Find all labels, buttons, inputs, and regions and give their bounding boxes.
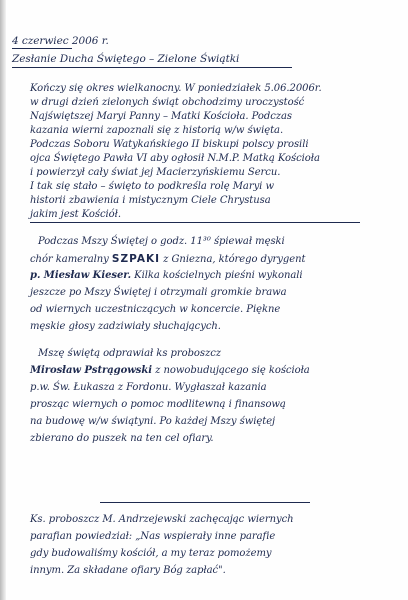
entry-date: 4 czerwiec 2006 r. [12, 35, 109, 47]
text-line: w drugi dzień zielonych świąt obchodzimy uroczystość [30, 97, 305, 108]
text-line: innym. Za składane ofiary Bóg zapłać". [30, 565, 226, 576]
text-line: zbierano do puszek na ten cel ofiary. [30, 433, 214, 444]
section-divider [30, 222, 360, 223]
choir-name: SZPAKI [111, 253, 160, 265]
conductor-name: p. Miesław Kieser. [30, 270, 132, 281]
text-line: Kończy się okres wielkanocny. W poniedziałek 5.06.2006r. [30, 83, 322, 94]
text-line: ojca Świętego Pawła VI aby ogłosił N.M.P. Matką Kościoła [30, 153, 320, 164]
text-line: Mszę świętą odprawiał ks proboszcz [38, 348, 221, 359]
text-span: chór kameralny [30, 254, 109, 265]
priest-name: Mirosław Pstrągowski [30, 365, 152, 376]
text-line: od wiernych uczestniczących w koncercie. Piękne [30, 304, 281, 315]
text-line [30, 270, 303, 281]
entry-title: Zesłanie Ducha Świętego – Zielone Świątki [12, 53, 240, 65]
text-line: I tak się stało – święto to podkreśla rolę Maryi w [30, 181, 274, 192]
text-line: Podczas Mszy Świętej o godz. 11³⁰ śpiewał męski [38, 236, 285, 247]
text-line: i powierzył cały świat jej Macierzyńskiemu Sercu. [30, 167, 281, 178]
title-underline [12, 67, 292, 68]
text-line: jeszcze po Mszy Świętej i otrzymali gromkie brawa [30, 287, 287, 298]
text-line [30, 365, 310, 376]
text-line: na budowę w/w świątyni. Po każdej Mszy świętej [30, 416, 276, 427]
text-line: parafian powiedział: „Nas wspierały inne parafie [30, 531, 276, 542]
text-line: p.w. Św. Łukasza z Fordonu. Wygłaszał kazania [30, 382, 267, 393]
text-line [30, 253, 305, 265]
text-line: Najświętszej Maryi Panny – Matki Kościoła. Podczas [30, 111, 292, 122]
date-underline [12, 48, 72, 49]
text-span: z Gniezna, którego dyrygent [163, 254, 306, 265]
text-span: z nowobudującego się kościoła [155, 365, 310, 376]
text-line: historii zbawienia i mistycznym Ciele Chrystusa [30, 195, 271, 206]
text-line: Podczas Soboru Watykańskiego II biskupi polscy prosili [30, 139, 309, 150]
text-line: Ks. proboszcz M. Andrzejewski zachęcając wiernych [30, 514, 294, 525]
page-spine-shadow [0, 0, 6, 600]
text-line: gdy budowaliśmy kościół, a my teraz pomożemy [30, 548, 272, 559]
text-line: prosząc wiernych o pomoc modlitewną i finansową [30, 399, 286, 410]
section-divider [100, 502, 310, 503]
text-line: kazania wierni zapoznali się z historią w/w święta. [30, 125, 284, 136]
text-line: męskie głosy zadziwiały słuchających. [30, 321, 221, 332]
text-span: Kilka kościelnych pieśni wykonali [134, 270, 303, 281]
text-line: jakim jest Kościół. [30, 209, 121, 220]
